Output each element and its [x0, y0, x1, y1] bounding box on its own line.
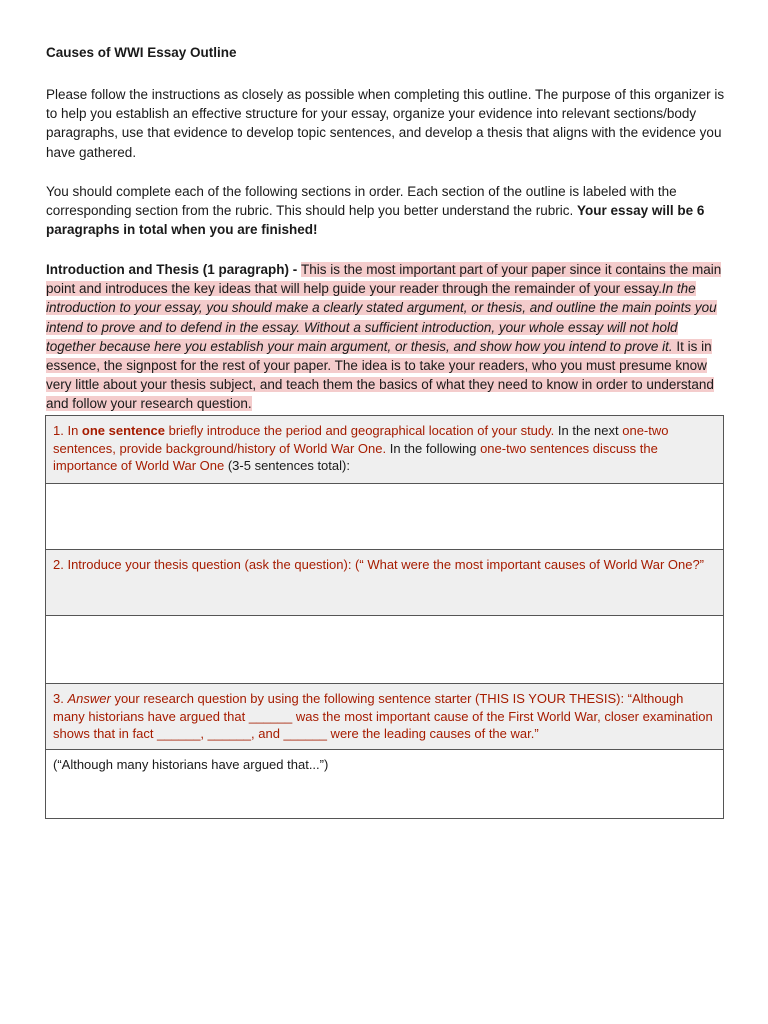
q1-bold: one sentence: [81, 423, 166, 438]
q3-answer-italic: Answer: [67, 691, 111, 706]
order-bold-note: Your essay will be 6 paragraphs in total when you are finished!: [46, 203, 705, 238]
outline-table: [45, 415, 724, 819]
question-3-cell: 3. Answer your research question by using the following sentence starter (THIS IS YOUR THESIS): “Although many historians have argued that ______ was the most important cause of the First World War, closer examination shows that in fact ______, ______, and ______ were the leading causes of the war.”: [46, 684, 724, 750]
answer-2-field[interactable]: [46, 616, 724, 684]
answer-1-field[interactable]: [46, 484, 724, 550]
question-1-cell: 1. In one sentence briefly introduce the period and geographical location of your study. In the next one-two sentences, provide background/history of World War One. In the following one-two sentences discuss the importance of World War One (3-5 sentences total):: [46, 416, 724, 484]
intro-thesis-section: [46, 260, 726, 414]
answer-3-field[interactable]: (“Although many historians have argued that...”): [46, 750, 724, 819]
section-italic-text: In the introduction to your essay, you should make a clearly stated argument, or thesis, and outline the main points you intend to prove and to defend in the essay. Without a sufficient introduction, your whole essay will not hold together because here you establish your main argument, or thesis, and show how you intend to prove it.: [46, 281, 717, 354]
section-heading: Introduction and Thesis (1 paragraph) -: [46, 262, 302, 277]
section-highlight-text-2: It is in essence, the signpost for the rest of your paper. The idea is to take your readers, who you must presume know very little about your thesis subject, and teach them the basics of what they need to know in order to understand and follow your research question.: [46, 338, 714, 412]
order-text: You should complete each of the following sections in order. Each section of the outline is labeled with the corresponding section from the rubric. This should help you better understand the rubric.: [46, 184, 677, 219]
order-paragraph: [46, 182, 726, 240]
page-title: Causes of WWI Essay Outline: [46, 45, 237, 60]
instructions-paragraph: Please follow the instructions as closely as possible when completing this outline. The purpose of this organizer is to help you establish an effective structure for your essay, organize your evidence into relevant sections/body paragraphs, use that evidence to develop topic sentences, and develop a thesis that aligns with the evidence you have gathered.: [46, 87, 725, 160]
question-2-cell: 2. Introduce your thesis question (ask the question): (“ What were the most important causes of World War One?”: [46, 550, 724, 616]
section-highlight-text: This is the most important part of your paper since it contains the main point and introduces the key ideas that will help guide your reader through the remainder of your essay.: [46, 262, 722, 297]
